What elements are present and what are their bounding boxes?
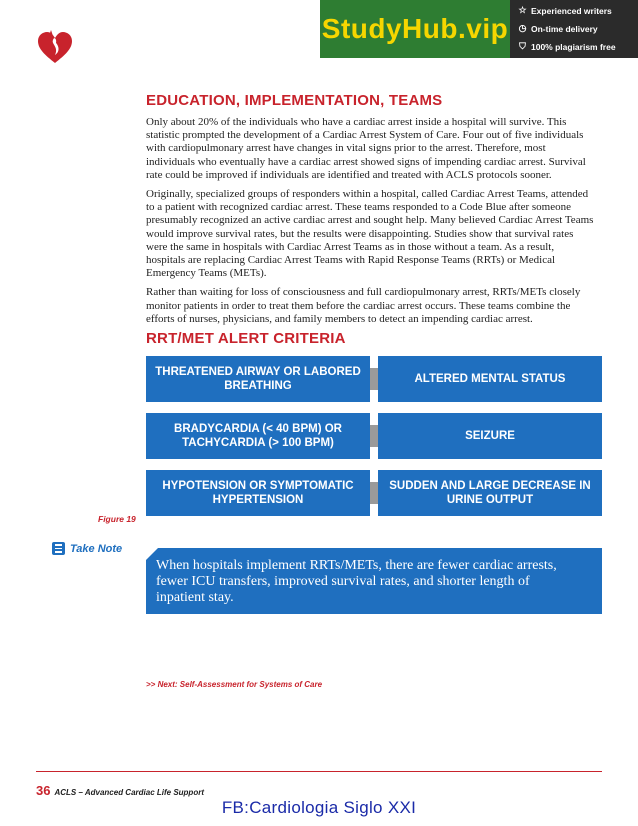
take-note-label: Take Note (52, 542, 122, 555)
paragraph: Rather than waiting for loss of consciousness and full cardiopulmonary arrest, RRTs/METs closely monitor patients in order to treat them before the cardiac arrest occurs. These teams combine the efforts of nurses, physicians, and family members to detect an impending cardiac arrest. (146, 286, 581, 325)
watermark-text: FB:Cardiologia Siglo XXI (221, 798, 417, 817)
criterion-box: THREATENED AIRWAY OR LABORED BREATHING (146, 356, 370, 402)
criteria-figure (146, 356, 602, 516)
criterion-box: SUDDEN AND LARGE DECREASE IN URINE OUTPUT (378, 470, 602, 516)
footer-title: ACLS – Advanced Cardiac Life Support (54, 788, 204, 797)
criterion-box: HYPOTENSION OR SYMPTOMATIC HYPERTENSION (146, 470, 370, 516)
criterion-box: SEIZURE (378, 413, 602, 459)
paragraph: Only about 20% of the individuals who have a cardiac arrest inside a hospital will survive. This statistic prompted the development of a Cardiac Arrest System of Care. Four out of five individuals with cardiopulmonary arrest have changes in vital signs prior to the arrest. Therefore, most individuals who eventually have a cardiac arrest showed signs of impending cardiac arrest. Survival rate could be improved if individuals are identified and treated with ACLS protocols sooner. (146, 116, 586, 181)
clock-icon: ◷ (518, 23, 527, 33)
take-note-box: When hospitals implement RRTs/METs, there are fewer cardiac arrests, fewer ICU transfers, improved survival rates, and shorter length of inpatient stay. (146, 548, 602, 614)
criteria-connector (370, 482, 378, 504)
criteria-connector (370, 425, 378, 447)
star-icon: ☆ (518, 5, 527, 15)
section-heading-education: EDUCATION, IMPLEMENTATION, TEAMS (146, 92, 443, 109)
heart-torch-logo (35, 27, 75, 67)
banner-brand[interactable]: StudyHub.vip (320, 0, 510, 58)
banner-feature: ◷ On-time delivery (518, 23, 598, 34)
banner-feature: ⛉ 100% plagiarism free (519, 41, 616, 52)
section-heading-criteria: RRT/MET ALERT CRITERIA (146, 330, 346, 347)
shield-icon: ⛉ (519, 41, 526, 51)
note-list-icon (52, 542, 65, 555)
banner-feature: ☆ Experienced writers (518, 5, 612, 16)
paragraph: Originally, specialized groups of responders within a hospital, called Cardiac Arrest Teams, attended to a patient with recognized cardiac arrest. These teams responded to a Code Blue after someone presumably recognized an active cardiac arrest and sought help. Many believed Cardiac Arrest Teams would improve survival rates, but the results were disappointing. Studies show that survival rates were the same in hospitals with Cardiac Arrest Teams as in those without a team. As a result, hospitals are replacing Cardiac Arrest Teams with Rapid Response Teams (RRTs) or Medical Emergency Teams (METs). (146, 188, 594, 280)
section-body-education (146, 116, 594, 332)
criteria-connector (370, 368, 378, 390)
promo-banner[interactable] (320, 0, 638, 58)
page-footer (36, 783, 204, 798)
footer-rule (36, 771, 602, 772)
figure-label: Figure 19 (98, 514, 136, 524)
next-section-link[interactable]: >> Next: Self-Assessment for Systems of Care (146, 680, 323, 689)
criterion-box: BRADYCARDIA (< 40 BPM) OR TACHYCARDIA (> 100 BPM) (146, 413, 370, 459)
banner-features (510, 0, 638, 58)
page-number: 36 (36, 783, 51, 798)
criterion-box: ALTERED MENTAL STATUS (378, 356, 602, 402)
